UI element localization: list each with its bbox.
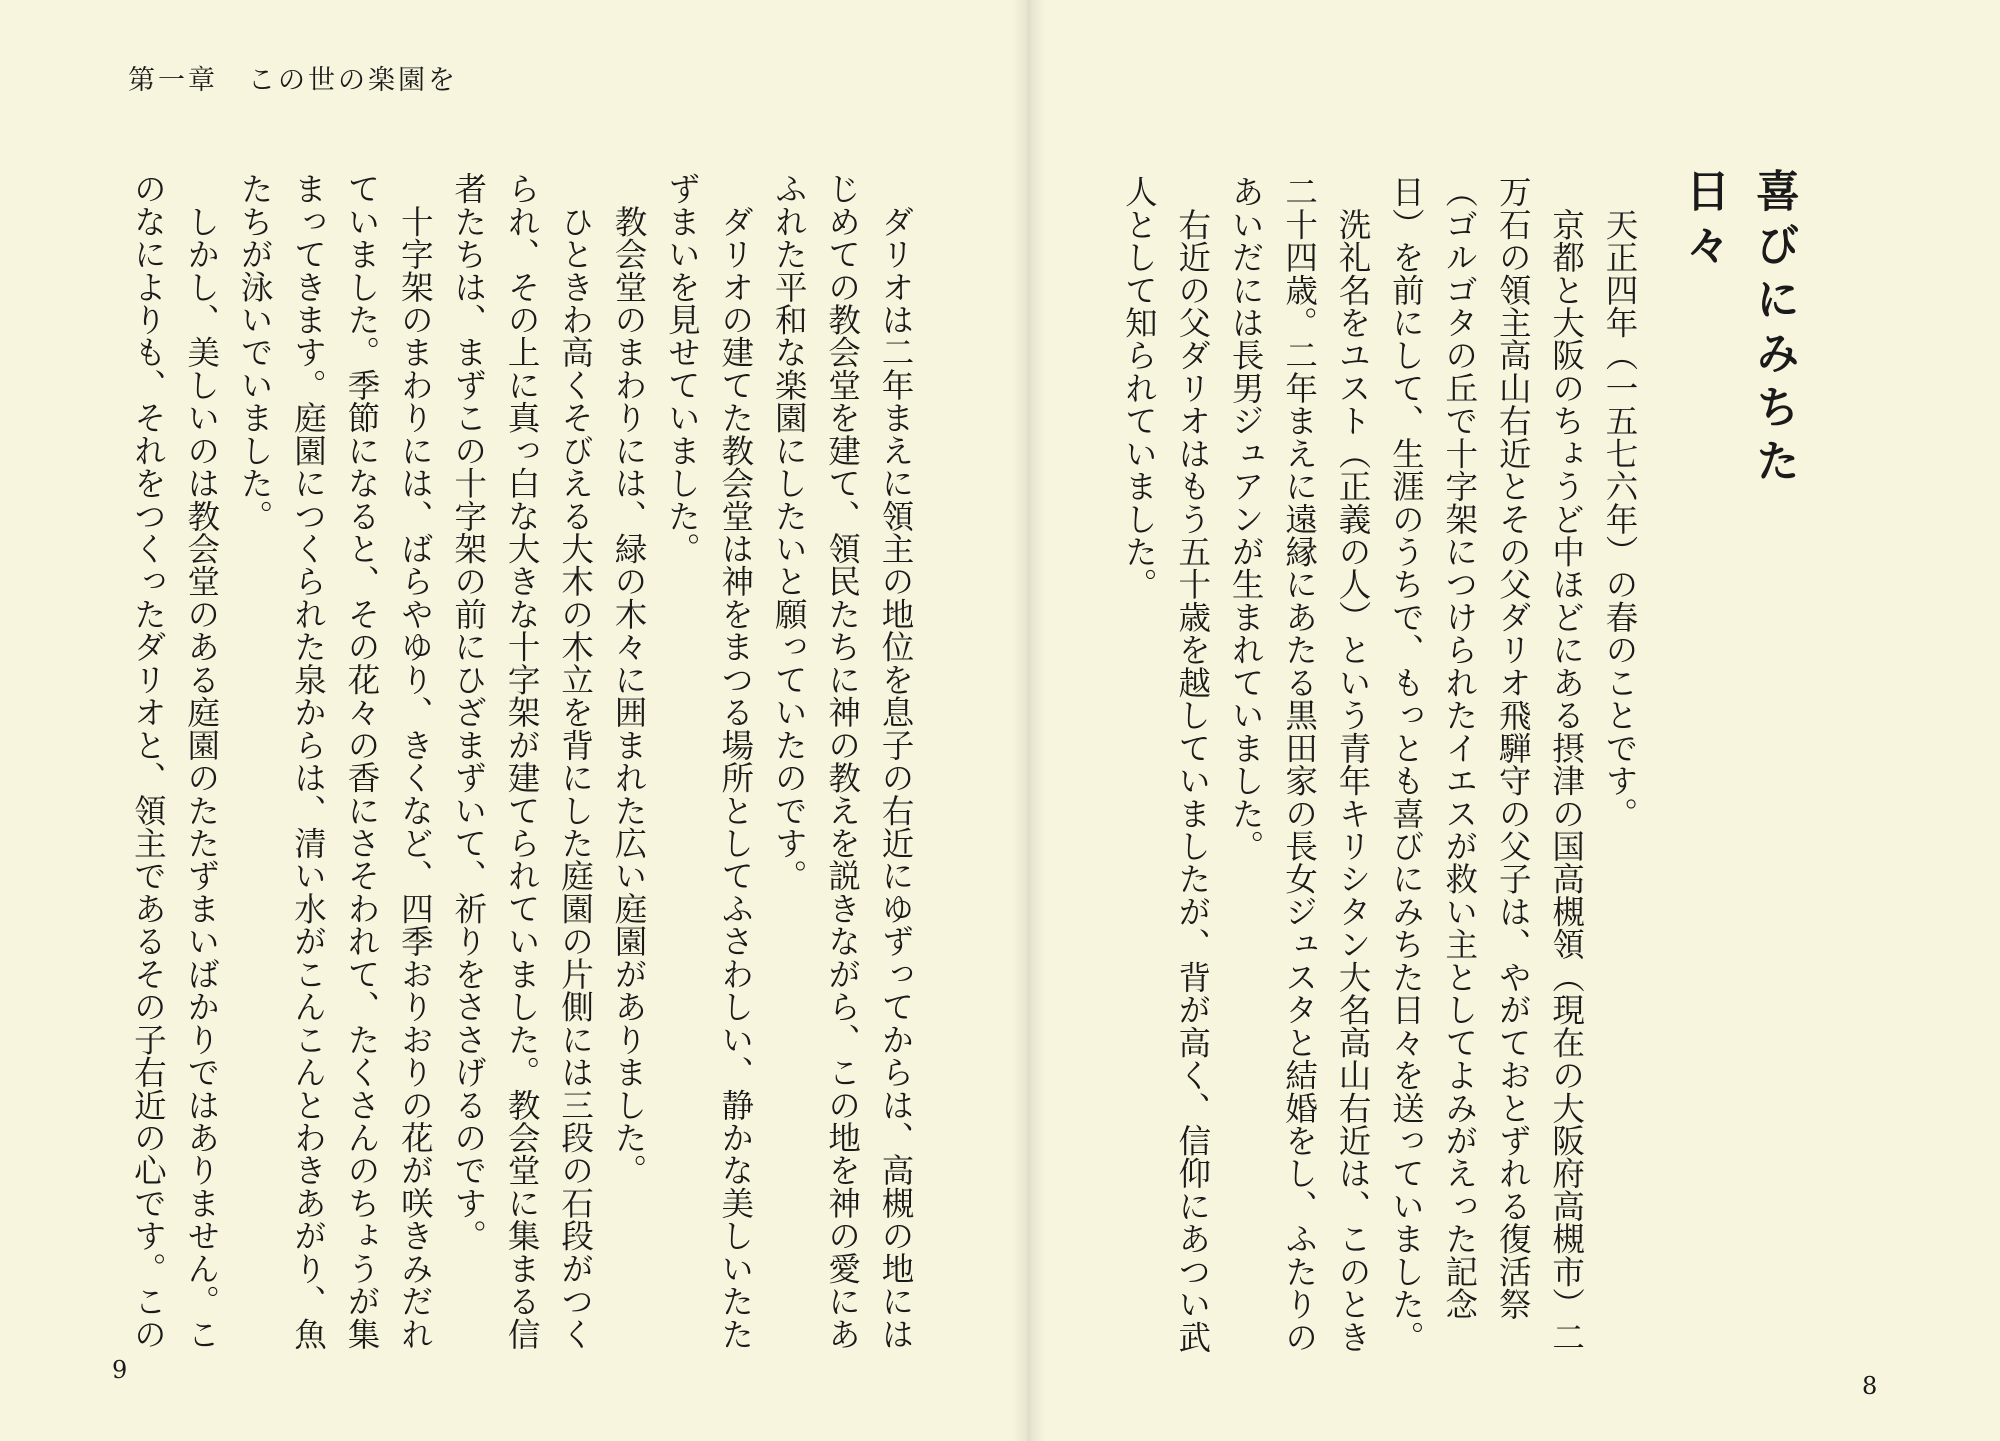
right-paragraph-4: 右近の父ダリオはもう五十歳を越していましたが、背が高く、信仰にあつい武人として知られていました。 <box>1120 175 1212 1353</box>
right-paragraph-2: 京都と大阪のちょうど中ほどにある摂津の国高槻領（現在の大阪府高槻市）二万石の領主高山右近とその父ダリオ飛騨守の父子は、やがておとずれる復活祭（ゴルゴタの丘で十字架につけられたイエスが救い主としてよみがえった記念日）を前にして、生涯のうちで、もっとも喜びにみちた日々を送っていました。 <box>1387 175 1586 1353</box>
left-paragraph-5: 十字架のまわりには、ばらやゆり、きくなど、四季おりおりの花が咲きみだれていました。季節になると、その花々の香にさそわれて、たくさんのちょうが集まってきます。庭園につくられた泉からは、清い水がこんこんとわきあがり、魚たちが泳いでいました。 <box>236 172 435 1350</box>
left-paragraph-1: ダリオは二年まえに領主の地位を息子の右近にゆずってからは、高槻の地にはじめての教会堂を建て、領民たちに神の教えを説きながら、この地を神の愛にあふれた平和な楽園にしたいと願っていたのです。 <box>770 172 915 1350</box>
page-number-left: 9 <box>112 1356 128 1384</box>
right-page-body <box>1105 175 1646 1355</box>
left-paragraph-4: ひときわ高くそびえる大木の木立を背にした庭園の片側には三段の石段がつくられ、その上に真っ白な大きな十字架が建てられていました。教会堂に集まる信者たちは、まずこの十字架の前にひざまずいて、祈りをささげるのです。 <box>449 172 595 1350</box>
left-paragraph-6: しかし、美しいのは教会堂のある庭園のたたずまいばかりではありません。このなによりも、それをつくったダリオと、領主であるその子右近の心です。この <box>129 172 221 1350</box>
page-number-right: 8 <box>1862 1372 1878 1400</box>
right-paragraph-1: 天正四年（一五七六年）の春のことです。 <box>1601 175 1639 830</box>
left-paragraph-2: ダリオの建てた教会堂は神をまつる場所としてふさわしい、静かな美しいたたずまいを見せていました。 <box>663 172 755 1350</box>
right-paragraph-3: 洗礼名をユスト（正義の人）という青年キリシタン大名高山右近は、このとき二十四歳。二年まえに遠縁にあたる黒田家の長女ジュスタと結婚をし、ふたりのあいだには長男ジュアンが生まれていました。 <box>1227 175 1372 1353</box>
section-title: 喜びにみちた日々 <box>1678 168 1799 492</box>
left-page-body <box>120 172 922 1352</box>
running-head: 第一章 この世の楽園を <box>128 65 458 96</box>
left-paragraph-3: 教会堂のまわりには、緑の木々に囲まれた広い庭園がありました。 <box>609 172 648 1187</box>
page-gutter <box>1012 0 1046 1441</box>
